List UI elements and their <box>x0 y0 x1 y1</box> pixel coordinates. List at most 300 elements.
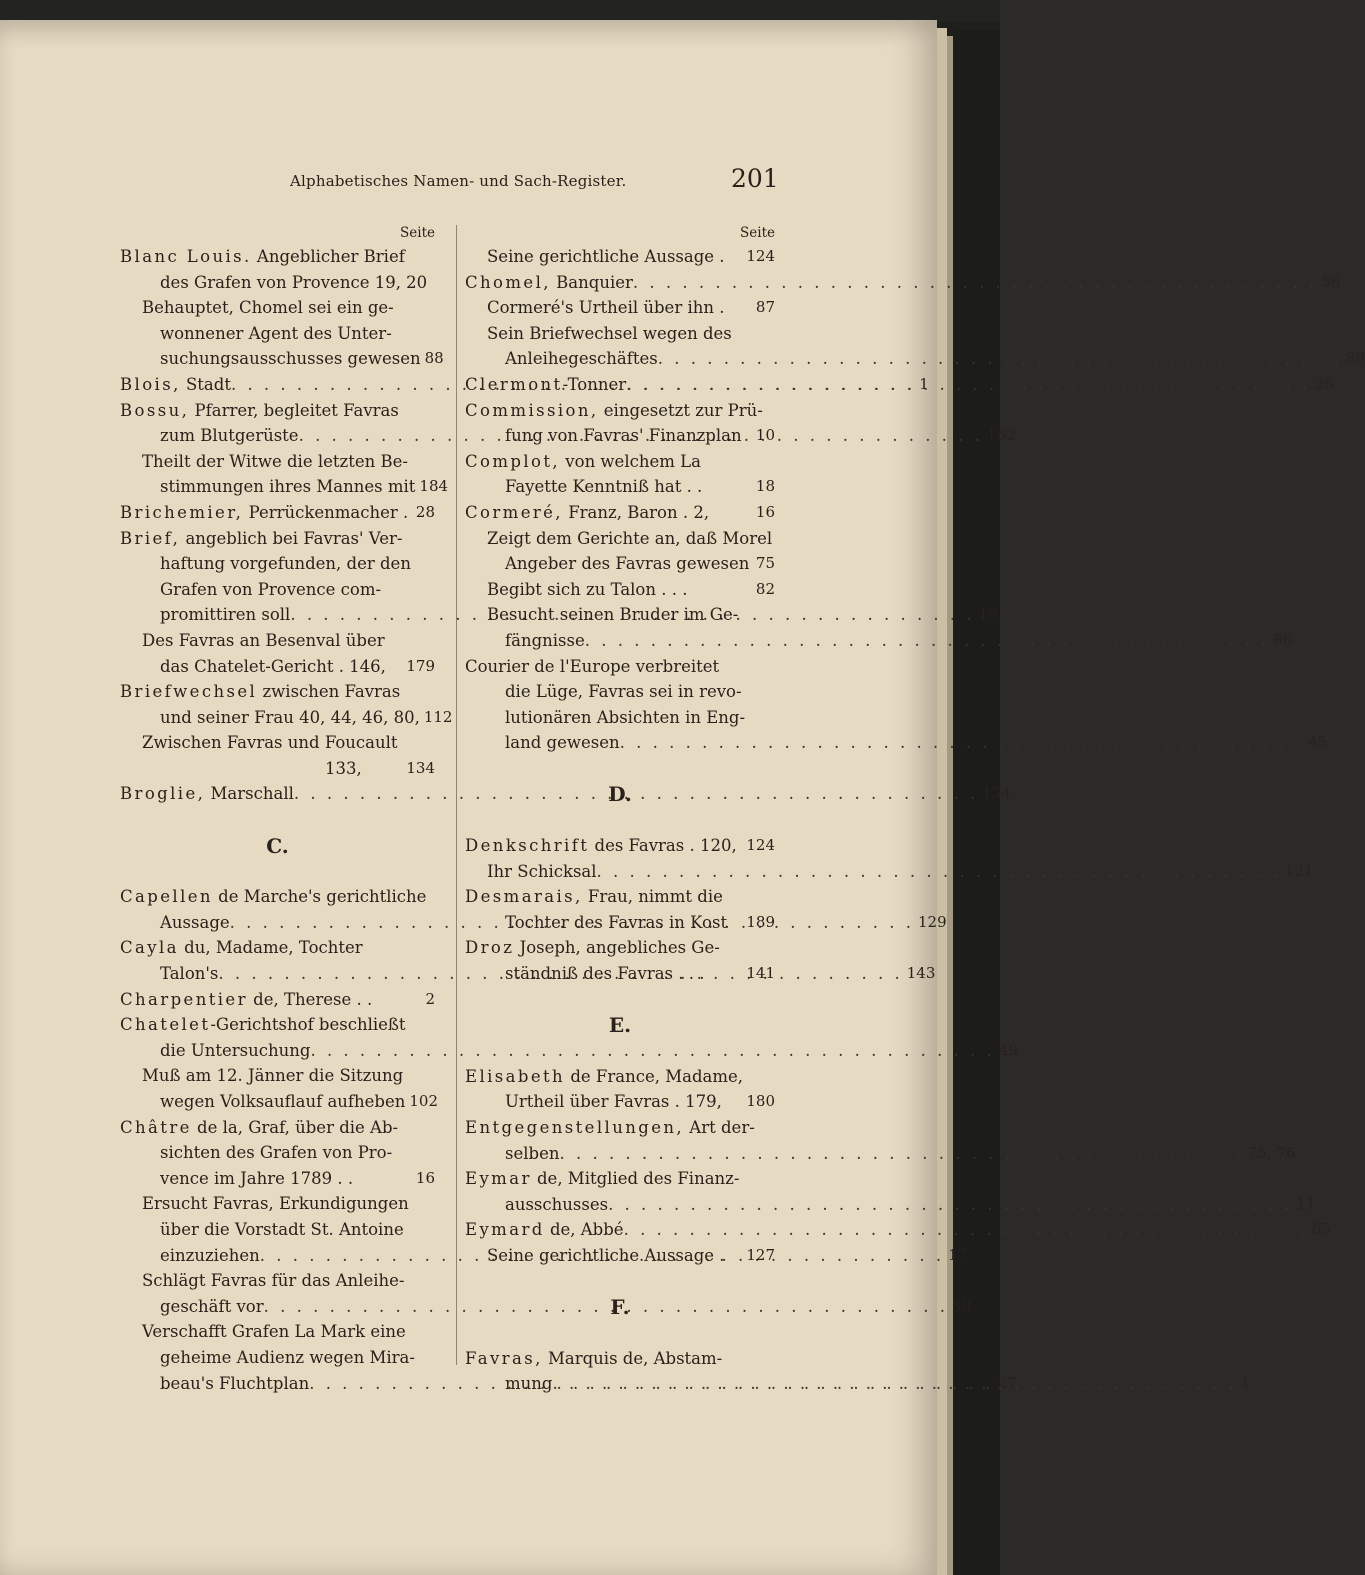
entry-text <box>465 577 687 603</box>
entry-description: Cormeré's Urtheil über ihn . <box>487 298 725 318</box>
entry-description: fängnisse <box>505 630 585 650</box>
leader-dots <box>702 474 752 500</box>
entry-text <box>465 654 719 680</box>
entry-page-ref: 127 <box>746 1245 775 1264</box>
index-entry-line <box>120 1063 435 1089</box>
entry-description: Tochter des Favras in Kost <box>505 912 728 932</box>
entry-text <box>465 1166 739 1192</box>
entry-description: lutionären Absichten in Eng- <box>505 707 746 727</box>
entry-text <box>120 1243 260 1269</box>
entry-description: fung von Favras' Finanzplan <box>505 426 742 446</box>
leader-dots <box>386 654 402 680</box>
entry-description: wonnener Agent des Unter- <box>160 323 392 343</box>
entry-page-ref: 180 <box>746 1092 775 1111</box>
index-entry-line <box>465 500 775 526</box>
leader-dots <box>409 1191 431 1217</box>
leader-dots <box>552 1371 1236 1397</box>
entry-text <box>120 1166 353 1192</box>
leader-dots <box>658 346 1342 372</box>
index-entry-line <box>465 756 775 782</box>
index-entry-line <box>120 398 435 424</box>
index-entry-line <box>465 730 1328 756</box>
entry-description: Frau, nimmt die <box>582 887 723 907</box>
entry-description: Stadt <box>180 374 231 394</box>
index-entry-line <box>120 449 435 475</box>
entry-text <box>465 295 724 321</box>
entry-text <box>120 628 385 654</box>
entry-page-ref <box>431 730 435 756</box>
entry-description: promittiren soll <box>160 605 291 625</box>
entry-text <box>465 628 585 654</box>
entry-description: Marquis de, Abstam- <box>542 1348 723 1368</box>
entry-page-ref: 16 <box>415 1168 435 1187</box>
entry-page-ref <box>771 321 775 347</box>
entry-description: angeblich bei Favras' Ver- <box>180 528 403 548</box>
entry-page-ref <box>431 935 435 961</box>
entry-page-ref <box>771 935 775 961</box>
index-entry-line <box>120 1140 435 1166</box>
index-entry-line <box>465 321 775 347</box>
index-entry-line <box>465 372 1334 398</box>
entry-description: Pfarrer, begleitet Favras <box>189 400 399 420</box>
leader-dots <box>381 577 431 603</box>
entry-description: de la, Graf, über die Ab- <box>191 1117 399 1137</box>
entry-page-ref: 56 <box>1321 272 1341 291</box>
entry-text <box>465 423 742 449</box>
entry-text <box>120 270 427 296</box>
entry-page-ref: 27 <box>997 1373 1017 1392</box>
entry-description: Angeblicher Brief <box>251 247 405 266</box>
leader-dots <box>763 398 771 424</box>
index-entry-line <box>120 321 435 347</box>
entry-description: Angeber des Favras gewesen <box>505 554 750 574</box>
entry-description: zwischen Favras <box>257 682 401 702</box>
entry-text <box>120 398 399 424</box>
index-entry-line <box>465 833 775 859</box>
entry-description: Joseph, angebliches Ge- <box>514 938 720 958</box>
index-entry-line <box>120 987 435 1013</box>
entry-description: de, Mitglied des Finanz- <box>531 1169 740 1189</box>
entry-text <box>120 935 363 961</box>
entry-text <box>465 346 658 372</box>
entry-text <box>465 1217 624 1243</box>
entry-page-ref <box>771 705 775 731</box>
entry-headword: Elisabeth <box>465 1066 566 1086</box>
entry-text <box>465 551 749 577</box>
entry-description: du, Madame, Tochter <box>178 938 363 958</box>
entry-text <box>465 935 720 961</box>
leader-dots <box>372 987 421 1013</box>
entry-description: wegen Volksauflauf aufheben <box>160 1092 406 1111</box>
index-entry-line <box>120 295 435 321</box>
entry-text <box>465 500 709 526</box>
entry-text <box>465 705 745 731</box>
entry-page-ref: 129 <box>917 912 947 931</box>
entry-text <box>465 1089 722 1115</box>
entry-description: Banquier <box>550 272 633 292</box>
entry-text <box>120 1268 404 1294</box>
index-entry-line <box>120 500 435 526</box>
leader-dots <box>403 1063 431 1089</box>
entry-page-ref: 124 <box>746 836 775 855</box>
section-letter: D. <box>608 782 632 807</box>
entry-text <box>465 602 738 628</box>
index-entry-line <box>465 449 775 475</box>
entry-headword: Brichemier, <box>120 502 244 522</box>
index-entry-line <box>120 346 444 372</box>
entry-text <box>120 910 230 936</box>
entry-text <box>465 1371 552 1397</box>
entry-description: Art der- <box>684 1118 755 1137</box>
entry-page-ref <box>771 1115 775 1141</box>
entry-text <box>120 987 372 1013</box>
entry-page-ref <box>431 526 435 552</box>
entry-text <box>120 1063 403 1089</box>
entry-text <box>465 449 701 475</box>
entry-page-ref: 143 <box>906 964 936 983</box>
entry-page-ref <box>431 1217 435 1243</box>
entry-text <box>465 833 737 859</box>
index-entry-line <box>465 705 775 731</box>
index-entry-line <box>120 935 435 961</box>
entry-description: des Favras . 120, <box>589 836 737 856</box>
entry-page-ref: 16 <box>755 502 775 521</box>
entry-description: Seine gerichtliche Aussage . <box>487 247 725 266</box>
entry-page-ref: 17 <box>948 1245 968 1264</box>
entry-description: Verschafft Grafen La Mark eine <box>142 1322 406 1342</box>
entry-page-ref <box>431 244 435 270</box>
entry-description: Franz, Baron . 2, <box>562 502 710 522</box>
entry-text <box>465 474 702 500</box>
entry-text <box>120 346 421 372</box>
leader-dots <box>725 244 743 270</box>
entry-page-ref <box>771 654 775 680</box>
entry-description: eingesetzt zur Prü- <box>598 400 763 420</box>
entry-page-ref <box>431 1191 435 1217</box>
entry-text <box>465 1192 608 1218</box>
entry-page-ref <box>431 1345 435 1371</box>
index-entry-line <box>465 654 775 680</box>
leader-dots <box>597 859 1281 885</box>
entry-text <box>120 1294 264 1320</box>
leader-dots <box>701 449 771 475</box>
leader-dots <box>727 910 742 936</box>
index-entry-line <box>120 1191 435 1217</box>
index-entry-line <box>465 1243 775 1269</box>
entry-page-ref: 28 <box>415 502 435 521</box>
entry-text <box>465 1115 755 1141</box>
index-entry-line <box>465 602 775 628</box>
entry-text <box>465 910 727 936</box>
entry-page-ref <box>431 295 435 321</box>
entry-description: Seine gerichtliche Aussage . <box>487 1245 725 1265</box>
entry-description: einzuziehen <box>160 1245 260 1265</box>
leader-dots <box>402 526 431 552</box>
entry-text <box>465 244 725 270</box>
entry-text <box>465 1243 725 1269</box>
index-entry-line <box>120 756 435 782</box>
leader-dots <box>719 654 771 680</box>
leader-dots <box>626 372 1310 398</box>
index-entry-line <box>465 679 775 705</box>
index-entry-line <box>120 730 435 756</box>
entry-page-ref: 121 <box>1284 861 1314 880</box>
index-entry-line <box>465 628 1293 654</box>
entry-page-ref: 10 <box>755 426 775 445</box>
index-entry-line <box>465 244 775 270</box>
entry-text <box>465 321 732 347</box>
leader-dots <box>362 756 403 782</box>
index-entry-line <box>465 1346 775 1372</box>
entry-page-ref: 11 <box>1296 1194 1316 1213</box>
leader-dots <box>724 295 751 321</box>
entry-page-ref <box>431 551 435 577</box>
index-entry-line <box>465 526 775 552</box>
leader-dots <box>394 295 431 321</box>
entry-page-ref: 102 <box>409 1092 439 1110</box>
entry-description: land gewesen <box>505 733 620 753</box>
entry-page-ref: 88 <box>424 349 444 368</box>
entry-text <box>120 756 362 782</box>
entry-description: suchungsausschusses gewesen <box>160 349 421 369</box>
entry-description: de France, Madame, <box>565 1066 743 1086</box>
entry-description: Marschall <box>205 784 294 804</box>
entry-description: stimmungen ihres Mannes mit <box>160 477 416 497</box>
index-entry-line <box>120 705 453 731</box>
entry-page-ref: 75 <box>755 554 775 573</box>
leader-dots <box>620 730 1304 756</box>
entry-description: Ersucht Favras, Erkundigungen <box>142 1194 409 1214</box>
entry-page-ref: 18 <box>755 477 775 496</box>
entry-description: Ihr Schicksal <box>487 861 597 881</box>
leader-dots <box>633 270 1317 296</box>
leader-dots <box>722 1089 743 1115</box>
entry-text <box>120 474 415 500</box>
entry-page-ref: 82 <box>755 579 775 598</box>
index-entry-line <box>465 295 775 321</box>
entry-description: selben <box>505 1143 560 1163</box>
leader-dots <box>739 1166 771 1192</box>
leader-dots <box>704 961 742 987</box>
entry-text <box>465 270 633 296</box>
entry-description: Courier de l'Europe verbreitet <box>465 656 720 676</box>
entry-headword: Chatelet <box>120 1015 211 1035</box>
entry-text <box>465 526 772 552</box>
entry-page-ref <box>431 1319 435 1345</box>
entry-text <box>120 1140 392 1166</box>
entry-page-ref <box>431 884 435 910</box>
leader-dots <box>738 602 771 628</box>
index-entry-line <box>465 1141 1296 1167</box>
entry-text <box>120 1345 415 1371</box>
entry-text <box>120 654 386 680</box>
leader-dots <box>687 577 751 603</box>
leader-dots <box>755 1115 771 1141</box>
entry-page-ref: 75, 76 <box>1247 1143 1296 1162</box>
entry-page-ref <box>431 1268 435 1294</box>
entry-description: de, Therese . . <box>247 989 373 1009</box>
entry-description: Sein Briefwechsel wegen des <box>487 323 732 343</box>
entry-headword: Clermont <box>465 374 563 394</box>
entry-headword: Desmarais, <box>465 887 583 907</box>
entry-page-ref: 65 <box>1311 1220 1331 1239</box>
index-entry-line <box>465 961 775 987</box>
index-entry-line <box>465 474 775 500</box>
entry-description: Aussage <box>160 912 230 932</box>
entry-text <box>120 679 400 705</box>
index-entry-line <box>465 551 775 577</box>
column-divider <box>456 225 457 1365</box>
entry-page-ref: 134 <box>406 758 435 777</box>
entry-description: Anleihegeschäftes <box>505 349 658 369</box>
entry-text <box>120 1319 406 1345</box>
entry-text <box>120 1191 409 1217</box>
entry-headword: Entgegenstellungen, <box>465 1118 685 1137</box>
index-entry-line <box>120 781 1011 807</box>
entry-headword: Bossu, <box>120 400 190 420</box>
entry-description: Fayette Kenntniß hat . . <box>505 477 703 497</box>
entry-description: Muß am 12. Jänner die Sitzung <box>142 1066 404 1086</box>
entry-description: sichten des Grafen von Pro- <box>160 1143 393 1163</box>
entry-text <box>465 859 597 885</box>
entry-text <box>465 730 620 756</box>
index-entry-line <box>120 270 435 296</box>
leader-dots <box>732 321 771 347</box>
entry-description: de Marche's gerichtliche <box>212 887 427 907</box>
entry-page-ref: 30 <box>951 1296 972 1315</box>
entry-description: beau's Fluchtplan <box>160 1373 310 1393</box>
entry-description: Des Favras an Besenval über <box>142 630 385 650</box>
entry-headword: Eymard <box>465 1220 545 1240</box>
index-entry-line <box>465 884 775 910</box>
entry-page-ref <box>431 679 435 705</box>
entry-description: ausschusses <box>505 1194 609 1214</box>
entry-page-ref <box>431 1012 435 1038</box>
entry-page-ref <box>431 321 435 347</box>
index-entry-line <box>120 1115 435 1141</box>
entry-page-ref: 124 <box>746 247 775 265</box>
index-entry-line <box>120 474 449 500</box>
index-entry-line <box>120 679 435 705</box>
leader-dots <box>722 1346 771 1372</box>
entry-description: Schlägt Favras für das Anleihe- <box>142 1271 405 1291</box>
entry-text <box>120 884 426 910</box>
index-entry-line <box>465 346 1365 372</box>
leader-dots <box>709 500 752 526</box>
entry-page-ref <box>431 1115 435 1141</box>
entry-headword: Chomel, <box>465 272 551 292</box>
entry-page-ref <box>431 1140 435 1166</box>
leader-dots <box>411 551 431 577</box>
entry-page-ref: 45 <box>1307 733 1328 752</box>
entry-description: zum Blutgerüste <box>160 426 299 446</box>
index-entry-line <box>120 1089 439 1115</box>
index-entry-line <box>120 551 435 577</box>
entry-page-ref <box>431 398 435 424</box>
entry-text <box>120 500 408 526</box>
index-entry-line <box>120 1319 435 1345</box>
entry-description: die Lüge, Favras sei in revo- <box>505 682 742 702</box>
entry-description: über die Vorstadt St. Antoine <box>160 1219 404 1239</box>
index-entry-line <box>120 1294 972 1320</box>
leader-dots <box>399 398 431 424</box>
entry-page-ref <box>431 1063 435 1089</box>
entry-description: Zeigt dem Gerichte an, daß Morel <box>487 528 773 548</box>
entry-description: des Grafen von Provence 19, 20 <box>160 272 428 292</box>
entry-text <box>120 526 402 552</box>
entry-headword: Complot, <box>465 451 561 471</box>
entry-page-ref: 1 <box>1240 1374 1251 1393</box>
entry-text <box>120 961 218 987</box>
index-entry-line <box>120 654 435 680</box>
index-entry-line <box>120 807 435 833</box>
index-entry-line <box>465 935 775 961</box>
index-entry-line <box>465 1166 775 1192</box>
entry-page-ref <box>771 679 775 705</box>
entry-description: die Untersuchung <box>160 1040 311 1060</box>
entry-page-ref <box>771 884 775 910</box>
seite-label-right: Seite <box>740 225 775 241</box>
leader-dots <box>406 1012 431 1038</box>
entry-page-ref: 184 <box>419 477 449 496</box>
running-header: Alphabetisches Namen- und Sach-Register. <box>290 172 627 190</box>
entry-text <box>120 244 405 270</box>
entry-page-ref <box>431 449 435 475</box>
leader-dots <box>742 423 752 449</box>
index-entry-line <box>120 526 435 552</box>
leader-dots <box>745 705 771 731</box>
entry-description: Theilt der Witwe die letzten Be- <box>142 451 408 471</box>
index-entry-line <box>120 1268 435 1294</box>
entry-description: Begibt sich zu Talon . . . <box>487 579 688 599</box>
entry-page-ref <box>431 270 435 296</box>
entry-text <box>120 449 408 475</box>
leader-dots <box>353 1166 412 1192</box>
entry-page-ref: 189 <box>746 912 775 931</box>
entry-description: de, Abbé <box>544 1220 624 1240</box>
entry-text <box>465 1141 559 1167</box>
entry-page-ref: 87 <box>755 298 775 317</box>
entry-headword: Capellen <box>120 887 213 907</box>
leader-dots <box>559 1141 1243 1167</box>
entry-description: Talon's <box>160 964 219 984</box>
index-entry-line <box>465 1115 775 1141</box>
entry-page-ref: 86 <box>1273 630 1293 649</box>
entry-page-ref <box>771 602 775 628</box>
entry-description: geschäft vor <box>160 1296 264 1316</box>
leader-dots <box>408 449 431 475</box>
entry-text <box>120 1115 398 1141</box>
index-entry-line <box>465 807 775 833</box>
index-entry-line <box>465 1192 1316 1218</box>
index-entry-line <box>120 1217 435 1243</box>
leader-dots <box>405 244 431 270</box>
leader-dots <box>742 679 771 705</box>
entry-text <box>465 398 763 424</box>
entry-description: Besucht seinen Bruder im Ge- <box>487 605 739 625</box>
entry-page-ref: 1 <box>919 374 929 393</box>
section-letter: C. <box>266 833 289 858</box>
entry-page-ref: 2 <box>425 989 435 1008</box>
index-entry-line <box>465 423 775 449</box>
entry-description: Grafen von Provence com- <box>160 579 382 599</box>
entry-headword: Favras, <box>465 1348 543 1368</box>
index-entry-line <box>465 1038 775 1064</box>
entry-text <box>120 577 381 603</box>
entry-text <box>120 295 394 321</box>
index-entry-line <box>465 1320 775 1346</box>
entry-text <box>120 602 290 628</box>
